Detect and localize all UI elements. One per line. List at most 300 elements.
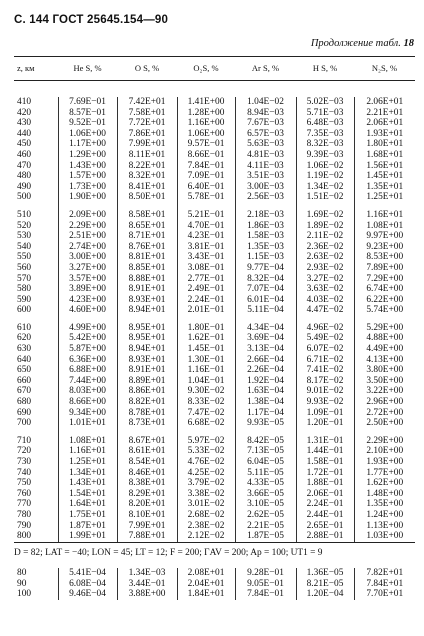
value-cell: 2.11E−02 (296, 231, 354, 242)
value-cell: 8.81E+01 (117, 252, 177, 263)
value-cell: 8.73E+01 (117, 418, 177, 429)
altitude-cell: 630 (17, 344, 32, 355)
altitude-cell: 770 (17, 499, 32, 510)
column-header: O S, % (134, 63, 160, 73)
value-cell: 1.89E−02 (296, 221, 354, 232)
value-cell: 1.58E−01 (296, 457, 354, 468)
altitude-cell: 720 (17, 446, 32, 457)
table-row (14, 192, 415, 203)
value-cell: 1.87E−05 (235, 531, 296, 542)
column-header: H S, % (312, 63, 338, 73)
table-row (14, 510, 415, 521)
value-cell: 8.53E+00 (354, 252, 415, 263)
value-cell: 1.13E+00 (354, 521, 415, 532)
value-cell: 4.76E−02 (177, 457, 235, 468)
value-cell: 8.46E+01 (117, 468, 177, 479)
value-cell: 1.90E+00 (58, 192, 117, 203)
value-cell: 9.52E−01 (58, 118, 117, 129)
value-cell: 7.88E+01 (117, 531, 177, 542)
altitude-cell: 530 (17, 231, 32, 242)
value-cell: 7.13E−05 (235, 446, 296, 457)
value-cell: 1.25E+01 (58, 457, 117, 468)
value-cell: 5.33E−02 (177, 446, 235, 457)
value-cell: 1.06E+00 (177, 129, 235, 140)
value-cell: 3.81E−01 (177, 242, 235, 253)
value-cell: 9.28E−01 (235, 568, 296, 579)
altitude-cell: 790 (17, 520, 32, 531)
table-row (14, 284, 415, 295)
spacer-cell (117, 203, 177, 210)
value-cell: 2.38E−02 (177, 521, 235, 532)
value-cell: 9.93E−02 (296, 397, 354, 408)
spacer-cell (354, 316, 415, 323)
value-cell: 3.27E+00 (58, 263, 117, 274)
value-cell: 3.43E−01 (177, 252, 235, 263)
value-cell: 6.08E−04 (58, 579, 117, 590)
value-cell: 7.07E−04 (235, 284, 296, 295)
value-cell: 1.16E+01 (58, 446, 117, 457)
value-cell: 2.72E+00 (354, 408, 415, 419)
value-cell: 1.17E−04 (235, 408, 296, 419)
altitude-cell: 540 (17, 241, 32, 252)
value-cell: 8.32E−03 (296, 139, 354, 150)
value-cell: 3.88E+00 (117, 589, 177, 600)
altitude-cell: 740 (17, 467, 32, 478)
value-cell: 1.51E−02 (296, 192, 354, 203)
value-cell: 1.62E−01 (177, 333, 235, 344)
column-header: O₂S, % (193, 63, 219, 73)
value-cell: 2.21E−05 (235, 521, 296, 532)
value-cell: 7.99E+01 (117, 139, 177, 150)
value-cell: 8.82E+01 (117, 397, 177, 408)
value-cell: 1.16E+01 (354, 210, 415, 221)
value-cell: 4.81E−03 (235, 150, 296, 161)
value-cell: 1.09E−01 (296, 408, 354, 419)
value-cell: 4.49E+00 (354, 344, 415, 355)
table-row (14, 589, 415, 600)
value-cell: 8.93E+01 (117, 355, 177, 366)
value-cell: 8.66E+00 (58, 397, 117, 408)
table-row (14, 263, 415, 274)
value-cell: 2.88E−01 (296, 531, 354, 542)
value-cell: 3.22E+00 (354, 386, 415, 397)
spacer-cell (296, 203, 354, 210)
value-cell: 1.08E+01 (58, 436, 117, 447)
table-row (14, 478, 415, 489)
value-cell: 1.41E+00 (177, 97, 235, 108)
value-cell: 1.92E−04 (235, 376, 296, 387)
value-cell: 1.88E−01 (296, 478, 354, 489)
value-cell: 2.18E−03 (235, 210, 296, 221)
altitude-cell: 560 (17, 262, 32, 273)
spacer-cell (296, 316, 354, 323)
value-cell: 5.41E−04 (58, 568, 117, 579)
value-cell: 8.29E+01 (117, 489, 177, 500)
value-cell: 1.54E+01 (58, 489, 117, 500)
value-cell: 9.01E−02 (296, 386, 354, 397)
table-row (14, 182, 415, 193)
value-cell: 7.89E+00 (354, 263, 415, 274)
value-cell: 9.23E+00 (354, 242, 415, 253)
value-cell: 8.91E+01 (117, 284, 177, 295)
value-cell: 5.29E+00 (354, 323, 415, 334)
value-cell: 4.13E+00 (354, 355, 415, 366)
spacer-cell (14, 203, 58, 210)
table-row (14, 531, 415, 542)
altitude-cell: 620 (17, 333, 32, 344)
value-cell: 6.74E+00 (354, 284, 415, 295)
value-cell: 6.01E−04 (235, 295, 296, 306)
table-row (14, 521, 415, 532)
table-row (14, 499, 415, 510)
column-header: N₂S, % (371, 63, 398, 73)
page-header: С. 144 ГОСТ 25645.154—90 (14, 14, 169, 26)
table-row (14, 365, 415, 376)
value-cell: 1.01E+01 (58, 418, 117, 429)
value-cell: 4.70E−01 (177, 221, 235, 232)
spacer-cell (235, 429, 296, 436)
value-cell: 2.62E−05 (235, 510, 296, 521)
value-cell: 3.50E+00 (354, 376, 415, 387)
value-cell: 2.77E−01 (177, 274, 235, 285)
table-row (14, 118, 415, 129)
value-cell: 7.29E+00 (354, 274, 415, 285)
value-cell: 1.57E+00 (58, 171, 117, 182)
value-cell: 4.23E−01 (177, 231, 235, 242)
value-cell: 3.51E−03 (235, 171, 296, 182)
value-cell: 7.84E−01 (235, 589, 296, 600)
value-cell: 7.09E−01 (177, 171, 235, 182)
value-cell: 8.86E+01 (117, 386, 177, 397)
value-cell: 2.68E−02 (177, 510, 235, 521)
value-cell: 9.30E−02 (177, 386, 235, 397)
value-cell: 9.05E−01 (235, 579, 296, 590)
altitude-cell: 500 (17, 192, 32, 203)
spacer-cell (58, 203, 117, 210)
value-cell: 3.38E−02 (177, 489, 235, 500)
value-cell: 8.57E−01 (58, 108, 117, 119)
table-row (14, 231, 415, 242)
value-cell: 3.69E−04 (235, 333, 296, 344)
value-cell: 7.69E−01 (58, 97, 117, 108)
header-bottom-rule (14, 80, 415, 81)
table-row (14, 210, 415, 221)
value-cell: 1.31E−01 (296, 436, 354, 447)
value-cell: 1.24E+00 (354, 510, 415, 521)
table-row (14, 274, 415, 285)
altitude-cell: 470 (17, 160, 32, 171)
spacer-cell (354, 203, 415, 210)
value-cell: 1.86E−03 (235, 221, 296, 232)
table-row (14, 355, 415, 366)
value-cell: 2.06E+01 (354, 97, 415, 108)
value-cell: 2.36E−02 (296, 242, 354, 253)
altitude-cell: 490 (17, 181, 32, 192)
value-cell: 1.16E−01 (177, 365, 235, 376)
value-cell: 8.41E+01 (117, 182, 177, 193)
altitude-cell: 730 (17, 457, 32, 467)
value-cell: 5.49E−02 (296, 333, 354, 344)
value-cell: 9.57E−01 (177, 139, 235, 150)
value-cell: 4.03E−02 (296, 295, 354, 306)
spacer-cell (14, 429, 58, 436)
value-cell: 1.16E+00 (177, 118, 235, 129)
value-cell: 8.95E+01 (117, 323, 177, 334)
value-cell: 1.30E−01 (177, 355, 235, 366)
value-cell: 1.19E−02 (296, 171, 354, 182)
table-row (14, 397, 415, 408)
value-cell: 3.63E−02 (296, 284, 354, 295)
value-cell: 1.48E+00 (354, 489, 415, 500)
group-spacer (14, 316, 415, 323)
value-cell: 9.93E−05 (235, 418, 296, 429)
value-cell: 3.10E−05 (235, 499, 296, 510)
value-cell: 8.11E+01 (117, 150, 177, 161)
altitude-cell: 90 (17, 578, 27, 589)
value-cell: 3.13E−04 (235, 344, 296, 355)
value-cell: 1.34E−02 (296, 182, 354, 193)
spacer-cell (177, 316, 235, 323)
column-header: Ar S, % (251, 63, 280, 73)
altitude-cell: 800 (17, 531, 32, 542)
value-cell: 2.49E−01 (177, 284, 235, 295)
table-row (14, 446, 415, 457)
value-cell: 6.71E−02 (296, 355, 354, 366)
value-cell: 4.60E+00 (58, 305, 117, 316)
value-cell: 2.65E−01 (296, 521, 354, 532)
table-row (14, 129, 415, 140)
spacer-cell (117, 316, 177, 323)
value-cell: 7.42E+01 (117, 97, 177, 108)
value-cell: 5.21E−01 (177, 210, 235, 221)
altitude-cell: 750 (17, 478, 32, 489)
value-cell: 6.22E+00 (354, 295, 415, 306)
value-cell: 6.04E−05 (235, 457, 296, 468)
value-cell: 1.04E−02 (235, 97, 296, 108)
value-cell: 1.20E−01 (296, 418, 354, 429)
value-cell: 8.03E+00 (58, 386, 117, 397)
value-cell: 2.04E+01 (177, 579, 235, 590)
value-cell: 8.32E+01 (117, 171, 177, 182)
value-cell: 1.64E+01 (58, 499, 117, 510)
value-cell: 2.26E−04 (235, 365, 296, 376)
spacer-cell (117, 429, 177, 436)
group-spacer (14, 203, 415, 210)
value-cell: 5.11E−04 (235, 305, 296, 316)
value-cell: 8.32E−04 (235, 274, 296, 285)
altitude-cell: 430 (17, 118, 32, 129)
value-cell: 1.17E+00 (58, 139, 117, 150)
value-cell: 3.80E+00 (354, 365, 415, 376)
value-cell: 9.97E+00 (354, 231, 415, 242)
value-cell: 7.67E−03 (235, 118, 296, 129)
altitude-cell: 480 (17, 171, 32, 182)
table-row (14, 436, 415, 447)
value-cell: 8.50E+01 (117, 192, 177, 203)
value-cell: 9.46E−04 (58, 589, 117, 600)
table-row (14, 468, 415, 479)
value-cell: 8.33E−02 (177, 397, 235, 408)
value-cell: 7.99E+01 (117, 521, 177, 532)
value-cell: 3.00E+00 (58, 252, 117, 263)
value-cell: 5.63E−03 (235, 139, 296, 150)
altitude-cell: 590 (17, 294, 32, 305)
value-cell: 8.71E+01 (117, 231, 177, 242)
value-cell: 4.96E−02 (296, 323, 354, 334)
value-cell: 8.94E−03 (235, 108, 296, 119)
value-cell: 8.21E−05 (296, 579, 354, 590)
value-cell: 1.35E+00 (354, 499, 415, 510)
value-cell: 2.12E−02 (177, 531, 235, 542)
value-cell: 2.09E+00 (58, 210, 117, 221)
table-row (14, 344, 415, 355)
altitude-cell: 510 (17, 209, 32, 220)
altitude-cell: 640 (17, 354, 32, 365)
value-cell: 1.69E−02 (296, 210, 354, 221)
group-spacer (14, 429, 415, 436)
value-cell: 1.58E−03 (235, 231, 296, 242)
value-cell: 3.57E+00 (58, 274, 117, 285)
table-row (14, 139, 415, 150)
value-cell: 8.42E−05 (235, 436, 296, 447)
altitude-cell: 420 (17, 107, 32, 118)
value-cell: 6.48E−03 (296, 118, 354, 129)
value-cell: 7.58E+01 (117, 108, 177, 119)
table-top-rule (14, 56, 415, 57)
value-cell: 2.06E−01 (296, 489, 354, 500)
table-row (14, 97, 415, 108)
value-cell: 8.17E−02 (296, 376, 354, 387)
value-cell: 6.36E+00 (58, 355, 117, 366)
value-cell: 1.99E+01 (58, 531, 117, 542)
spacer-cell (235, 316, 296, 323)
altitude-cell: 650 (17, 365, 32, 376)
value-cell: 5.42E+00 (58, 333, 117, 344)
value-cell: 7.70E+01 (354, 589, 415, 600)
altitude-cell: 80 (17, 568, 27, 578)
value-cell: 1.20E−04 (296, 589, 354, 600)
value-cell: 8.95E+01 (117, 333, 177, 344)
value-cell: 3.66E−05 (235, 489, 296, 500)
table-row (14, 171, 415, 182)
value-cell: 3.79E−02 (177, 478, 235, 489)
value-cell: 1.87E+01 (58, 521, 117, 532)
value-cell: 5.11E−05 (235, 468, 296, 479)
value-cell: 2.24E−01 (296, 499, 354, 510)
altitude-cell: 550 (17, 252, 32, 263)
value-cell: 5.87E+00 (58, 344, 117, 355)
value-cell: 1.72E−01 (296, 468, 354, 479)
value-cell: 1.08E+01 (354, 221, 415, 232)
value-cell: 3.44E−01 (117, 579, 177, 590)
value-cell: 2.01E−01 (177, 305, 235, 316)
value-cell: 4.34E−04 (235, 323, 296, 334)
table-row (14, 305, 415, 316)
value-cell: 1.75E+01 (58, 510, 117, 521)
value-cell: 7.35E−03 (296, 129, 354, 140)
value-cell: 1.73E+00 (58, 182, 117, 193)
value-cell: 1.45E+01 (354, 171, 415, 182)
value-cell: 1.25E+01 (354, 192, 415, 203)
value-cell: 2.74E+00 (58, 242, 117, 253)
value-cell: 8.54E+01 (117, 457, 177, 468)
value-cell: 8.20E+01 (117, 499, 177, 510)
value-cell: 2.29E+00 (354, 436, 415, 447)
value-cell: 1.06E+00 (58, 129, 117, 140)
value-cell: 5.71E−03 (296, 108, 354, 119)
value-cell: 9.77E−04 (235, 263, 296, 274)
value-cell: 8.91E+01 (117, 365, 177, 376)
value-cell: 1.06E−02 (296, 161, 354, 172)
value-cell: 8.94E+01 (117, 344, 177, 355)
value-cell: 4.25E−02 (177, 468, 235, 479)
value-cell: 1.43E+00 (58, 161, 117, 172)
value-cell: 2.24E−01 (177, 295, 235, 306)
value-cell: 4.99E+00 (58, 323, 117, 334)
table-row (14, 386, 415, 397)
value-cell: 2.66E−04 (235, 355, 296, 366)
spacer-cell (354, 429, 415, 436)
spacer-cell (177, 429, 235, 436)
value-cell: 1.56E+01 (354, 161, 415, 172)
value-cell: 1.80E+01 (354, 139, 415, 150)
spacer-cell (58, 429, 117, 436)
value-cell: 5.02E−03 (296, 97, 354, 108)
value-cell: 2.50E+00 (354, 418, 415, 429)
value-cell: 1.03E+00 (354, 531, 415, 542)
value-cell: 4.33E−05 (235, 478, 296, 489)
value-cell: 2.56E−03 (235, 192, 296, 203)
column-header: z, км (17, 63, 35, 73)
value-cell: 6.40E−01 (177, 182, 235, 193)
altitude-cell: 520 (17, 220, 32, 231)
value-cell: 8.58E+01 (117, 210, 177, 221)
value-cell: 1.80E−01 (177, 323, 235, 334)
value-cell: 1.15E−03 (235, 252, 296, 263)
value-cell: 7.72E+01 (117, 118, 177, 129)
value-cell: 1.35E−03 (235, 242, 296, 253)
value-cell: 1.34E+01 (58, 468, 117, 479)
value-cell: 8.78E+01 (117, 408, 177, 419)
value-cell: 1.93E+01 (354, 129, 415, 140)
altitude-cell: 780 (17, 509, 32, 520)
continuation-prefix: Продолжение табл. (310, 38, 401, 49)
altitude-cell: 710 (17, 435, 32, 446)
altitude-cell: 660 (17, 375, 32, 386)
table-row (14, 457, 415, 468)
value-cell: 8.94E+01 (117, 305, 177, 316)
table-row (14, 108, 415, 119)
altitude-cell: 410 (17, 97, 32, 107)
table-row (14, 568, 415, 579)
altitude-cell: 450 (17, 139, 32, 150)
altitude-cell: 600 (17, 305, 32, 316)
value-cell: 3.27E−02 (296, 274, 354, 285)
spacer-cell (235, 203, 296, 210)
table-row (14, 376, 415, 387)
value-cell: 4.11E−03 (235, 161, 296, 172)
altitude-cell: 580 (17, 284, 32, 295)
table-row (14, 161, 415, 172)
altitude-cell: 670 (17, 386, 32, 397)
value-cell: 8.76E+01 (117, 242, 177, 253)
table-row (14, 579, 415, 590)
value-cell: 8.88E+01 (117, 274, 177, 285)
value-cell: 5.78E−01 (177, 192, 235, 203)
value-cell: 8.85E+01 (117, 263, 177, 274)
value-cell: 2.06E+01 (354, 118, 415, 129)
spacer-cell (58, 316, 117, 323)
